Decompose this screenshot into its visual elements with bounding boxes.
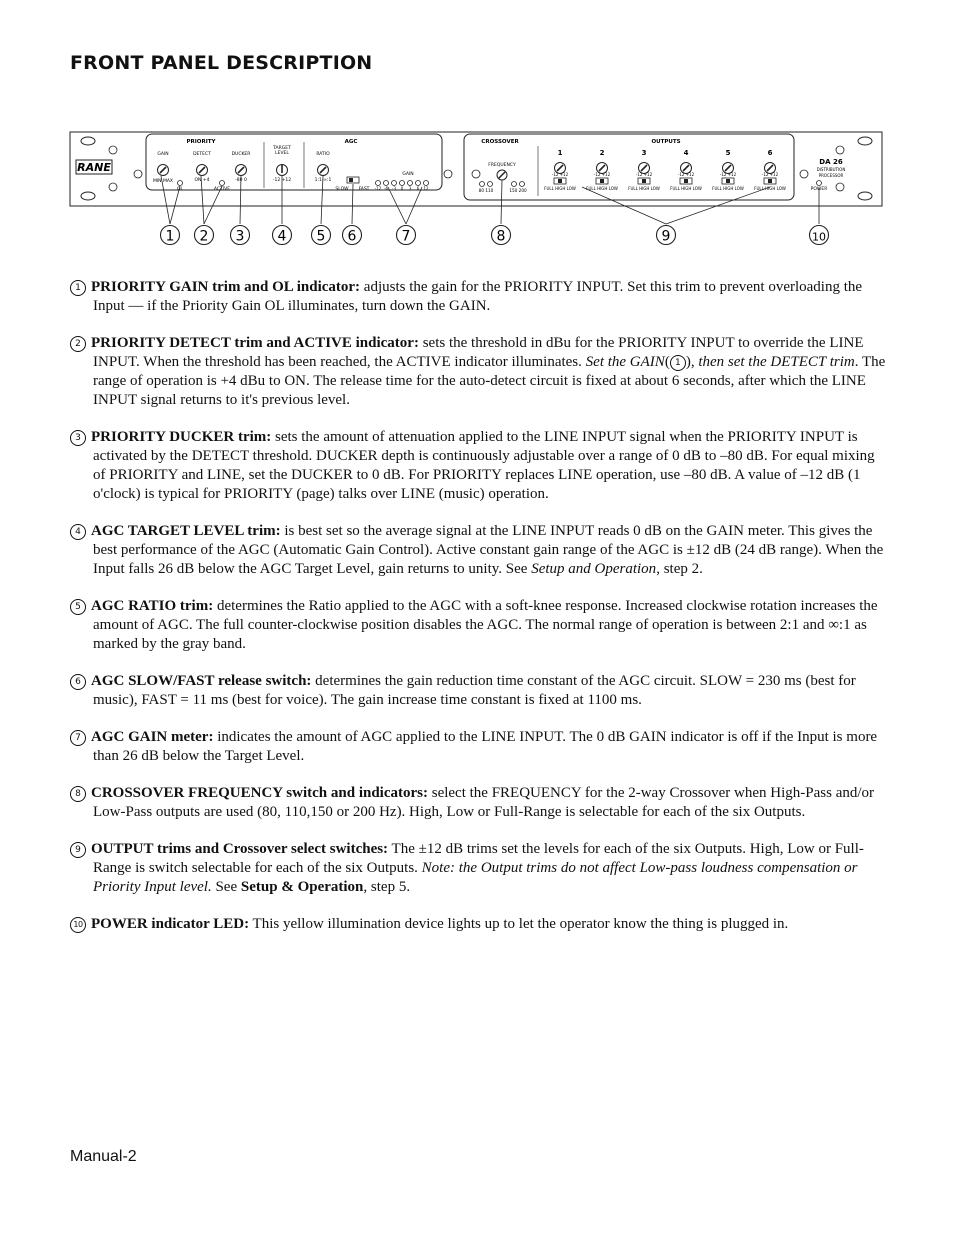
label-target-range: -12 +12 [272, 178, 292, 183]
item-number: 10 [70, 917, 86, 933]
gain-meter-tick-label: 6 [416, 186, 420, 191]
output-number: 6 [767, 149, 773, 157]
description-list [70, 278, 886, 934]
item-text: determines the gain reduction time constant of the AGC circuit. SLOW = 230 ms (best for music), FAST = 11 ms (best for voice). The gain increase time constant is fixed at 1100 ms. [93, 673, 856, 708]
label-freq-left: 80 110 [478, 188, 494, 193]
item-7 [70, 728, 886, 766]
gain-meter-led [400, 181, 405, 186]
output-switch-labels: FULL HIGH LOW [586, 186, 618, 191]
gain-meter-led [376, 181, 381, 186]
callout-number: 6 [347, 228, 357, 245]
gain-meter-tick-label: -6 [384, 186, 388, 191]
switch-toggle [726, 179, 730, 183]
item-title: PRIORITY DUCKER trim: [91, 429, 272, 445]
item-title: AGC GAIN meter: [91, 729, 214, 745]
item-italic: Setup and Operation [531, 561, 657, 577]
gain-meter-led [392, 181, 397, 186]
label-power: POWER [810, 187, 828, 192]
callout-number: 9 [661, 228, 671, 245]
label-fast: FAST [358, 187, 370, 192]
callout-number: 7 [401, 228, 411, 245]
item-10 [70, 915, 886, 934]
section-priority: PRIORITY [186, 139, 216, 145]
output-number: 1 [557, 149, 563, 157]
active-led [220, 181, 225, 186]
item-italic: Set the GAIN [585, 354, 665, 370]
gain-meter-led [424, 181, 429, 186]
front-panel-svg [68, 128, 884, 258]
item-text: , step 5. [363, 879, 411, 895]
switch-toggle [642, 179, 646, 183]
output-switch-labels: FULL HIGH LOW [544, 186, 576, 191]
label-level: LEVEL [275, 151, 289, 156]
label-slow: SLOW [335, 187, 349, 192]
callout-number: 5 [316, 228, 326, 245]
item-2: 2 PRIORITY DETECT trim and ACTIVE indicator: sets the threshold in dBu for the PRIORITY INPUT to override the LINE INPUT. When the threshold has been reached, the ACTIVE indicator illuminates. Set the GAIN( 1 ), then set the DETECT trim. The range of operation is +4 dBu to ON. The release time for the auto-detect circuit is fixed at about 6 seconds, after which the LINE INPUT signal returns to it's previous level. [70, 334, 886, 410]
label-gain: GAIN [157, 152, 169, 157]
item-3 [70, 428, 886, 504]
output-number: 5 [725, 149, 731, 157]
switch-toggle [684, 179, 688, 183]
gain-meter-tick-label: 12 [423, 186, 429, 191]
item-1 [70, 278, 886, 316]
item-text: See [211, 879, 241, 895]
freq-led-80 [480, 182, 485, 187]
gain-meter-led [416, 181, 421, 186]
callout-number: 2 [199, 228, 209, 245]
item-5 [70, 597, 886, 654]
freq-led-110 [488, 182, 493, 187]
label-ducker: DUCKER [231, 152, 251, 157]
gain-meter-tick-label: 0 [400, 186, 404, 191]
callout-number: 1 [165, 228, 175, 245]
item-text: . The range of operation is +4 dBu to ON. The release time for the auto-detect circuit is fixed at about 6 seconds, after which the LINE INPUT signal returns to it's previous level. [93, 354, 886, 408]
item-number: 8 [70, 786, 86, 802]
item-number: 1 [70, 280, 86, 296]
callout-number: 10 [812, 230, 826, 244]
label-active: ACTIVE [213, 187, 231, 192]
item-title: PRIORITY GAIN trim and OL indicator: [91, 279, 361, 295]
output-switch-labels: FULL HIGH LOW [670, 186, 702, 191]
switch-toggle [349, 178, 353, 182]
output-number: 4 [683, 149, 689, 157]
item-text: The ±12 dB trims set the levels for each of the six Outputs. High, Low or Full-Range is switch selectable for each of the six Outputs. [93, 841, 864, 876]
freq-led-200 [520, 182, 525, 187]
label-ratio: RATIO [316, 152, 330, 157]
page-footer: Manual-2 [70, 1148, 137, 1165]
item-text: select the FREQUENCY for the 2-way Crossover when High-Pass and/or Low-Pass outputs are used (80, 110,150 or 200 Hz). High, Low or Full-Range is selectable for each of the six Outputs. [93, 785, 875, 820]
label-ducker-range: -80 0 [235, 178, 247, 183]
switch-toggle [768, 179, 772, 183]
output-number: 3 [641, 149, 647, 157]
switch-toggle [558, 179, 562, 183]
label-ol: OL [176, 187, 184, 192]
model-sub2: PROCESSOR [818, 173, 844, 178]
item-number: 9 [70, 842, 86, 858]
item-number: 5 [70, 599, 86, 615]
output-switch-labels: FULL HIGH LOW [754, 186, 786, 191]
item-number: 3 [70, 430, 86, 446]
output-range-label: -12 +12 [677, 172, 695, 177]
callout-number: 8 [496, 228, 506, 245]
item-text: sets the amount of attenuation applied to the LINE INPUT signal when the PRIORITY INPUT is activated by the DETECT threshold. DUCKER depth is continuously adjustable over a range of 0 dB to –80 dB. For equal mixing of PRIORITY and LINE, set the DUCKER to 0 dB. For PRIORITY replaces LINE operation, use –80 dB. A value of –12 dB (1 o'clock) is typical for PRIORITY (page) talks over LINE (music) operation. [93, 429, 875, 502]
callout-number: 4 [277, 228, 287, 245]
front-panel-diagram [68, 128, 884, 258]
item-title: POWER indicator LED: [91, 916, 250, 932]
item-9 [70, 840, 886, 897]
section-crossover: CROSSOVER [481, 139, 519, 145]
output-range-label: -12 +12 [593, 172, 611, 177]
section-outputs: OUTPUTS [651, 139, 681, 145]
gain-meter-led [408, 181, 413, 186]
callout-numbers [161, 226, 829, 245]
item-number: 2 [70, 336, 86, 352]
label-ratio-range: 1:1 ∞:1 [314, 178, 332, 183]
output-range-label: -12 +12 [635, 172, 653, 177]
output-range-label: -12 +12 [551, 172, 569, 177]
label-agc-gain: GAIN [402, 172, 414, 177]
gain-meter-tick-label: -12 [374, 186, 382, 191]
item-title: PRIORITY DETECT trim and ACTIVE indicator: [91, 335, 419, 351]
item-italic: , then set the DETECT trim [690, 354, 855, 370]
item-italic: Note: the Output trims do not affect Low-pass loudness compensation or Priority Input level. [93, 860, 858, 895]
item-4 [70, 522, 886, 579]
item-title: AGC TARGET LEVEL trim: [91, 523, 281, 539]
switch-toggle [600, 179, 604, 183]
model-sub1: DISTRIBUTION [816, 167, 846, 172]
item-number: 7 [70, 730, 86, 746]
item-text: This yellow illumination device lights up to let the operator know the thing is plugged in. [249, 916, 789, 932]
item-text: , step 2. [656, 561, 703, 577]
label-frequency: FREQUENCY [488, 163, 516, 168]
label-min-max: MIN MAX [152, 179, 174, 184]
item-text: sets the threshold in dBu for the PRIORITY INPUT to override the LINE INPUT. When the threshold has been reached, the ACTIVE indicator illuminates. [93, 335, 864, 370]
label-target: TARGET [273, 146, 291, 151]
gain-meter-led [384, 181, 389, 186]
item-title: OUTPUT trims and Crossover select switches: [91, 841, 389, 857]
gain-meter-tick-label: -3 [392, 186, 396, 191]
label-freq-right: 150 200 [509, 188, 527, 193]
page-title: FRONT PANEL DESCRIPTION [70, 52, 373, 74]
callout-number: 3 [235, 228, 245, 245]
label-detect: DETECT [193, 152, 211, 157]
item-text: is best set so the average signal at the LINE INPUT reads 0 dB on the GAIN meter. This gives the best performance of the AGC (Automatic Gain Control). Active constant gain range of the AGC is ±12 dB (24 dB range). When the Input falls 26 dB below the AGC Target Level, gain returns to unity. See [93, 523, 884, 577]
output-number: 2 [599, 149, 605, 157]
gain-meter-tick-label: 3 [408, 186, 412, 191]
item-8 [70, 784, 886, 822]
item-title: AGC RATIO trim: [91, 598, 214, 614]
brand-logo: RANE [77, 161, 111, 174]
label-detect-range: ON +4 [194, 178, 210, 183]
item-number: 6 [70, 674, 86, 690]
item-bold-ref: Setup & Operation [240, 879, 364, 895]
freq-led-150 [512, 182, 517, 187]
output-range-label: -12 +12 [761, 172, 779, 177]
item-title: CROSSOVER FREQUENCY switch and indicators: [91, 785, 428, 801]
ol-led [178, 181, 183, 186]
output-switch-labels: FULL HIGH LOW [628, 186, 660, 191]
item-ref-number: 1 [670, 355, 686, 371]
item-6 [70, 672, 886, 710]
output-switch-labels: FULL HIGH LOW [712, 186, 744, 191]
item-text: adjusts the gain for the PRIORITY INPUT. Set this trim to prevent overloading the Input — if the Priority Gain OL illuminates, turn down the GAIN. [93, 279, 863, 314]
item-number: 4 [70, 524, 86, 540]
item-text: determines the Ratio applied to the AGC with a soft-knee response. Increased clockwise rotation increases the amount of AGC. The full counter-clockwise position disables the AGC. The normal range of operation is between 2:1 and ∞:1 as marked by the gray band. [93, 598, 878, 652]
model-name: DA 26 [819, 158, 843, 166]
item-text: indicates the amount of AGC applied to the LINE INPUT. The 0 dB GAIN indicator is off if the Input is more than 26 dB below the Target Level. [93, 729, 878, 764]
power-led [817, 181, 822, 186]
item-title: AGC SLOW/FAST release switch: [91, 673, 312, 689]
section-agc: AGC [344, 139, 358, 145]
output-range-label: -12 +12 [719, 172, 737, 177]
